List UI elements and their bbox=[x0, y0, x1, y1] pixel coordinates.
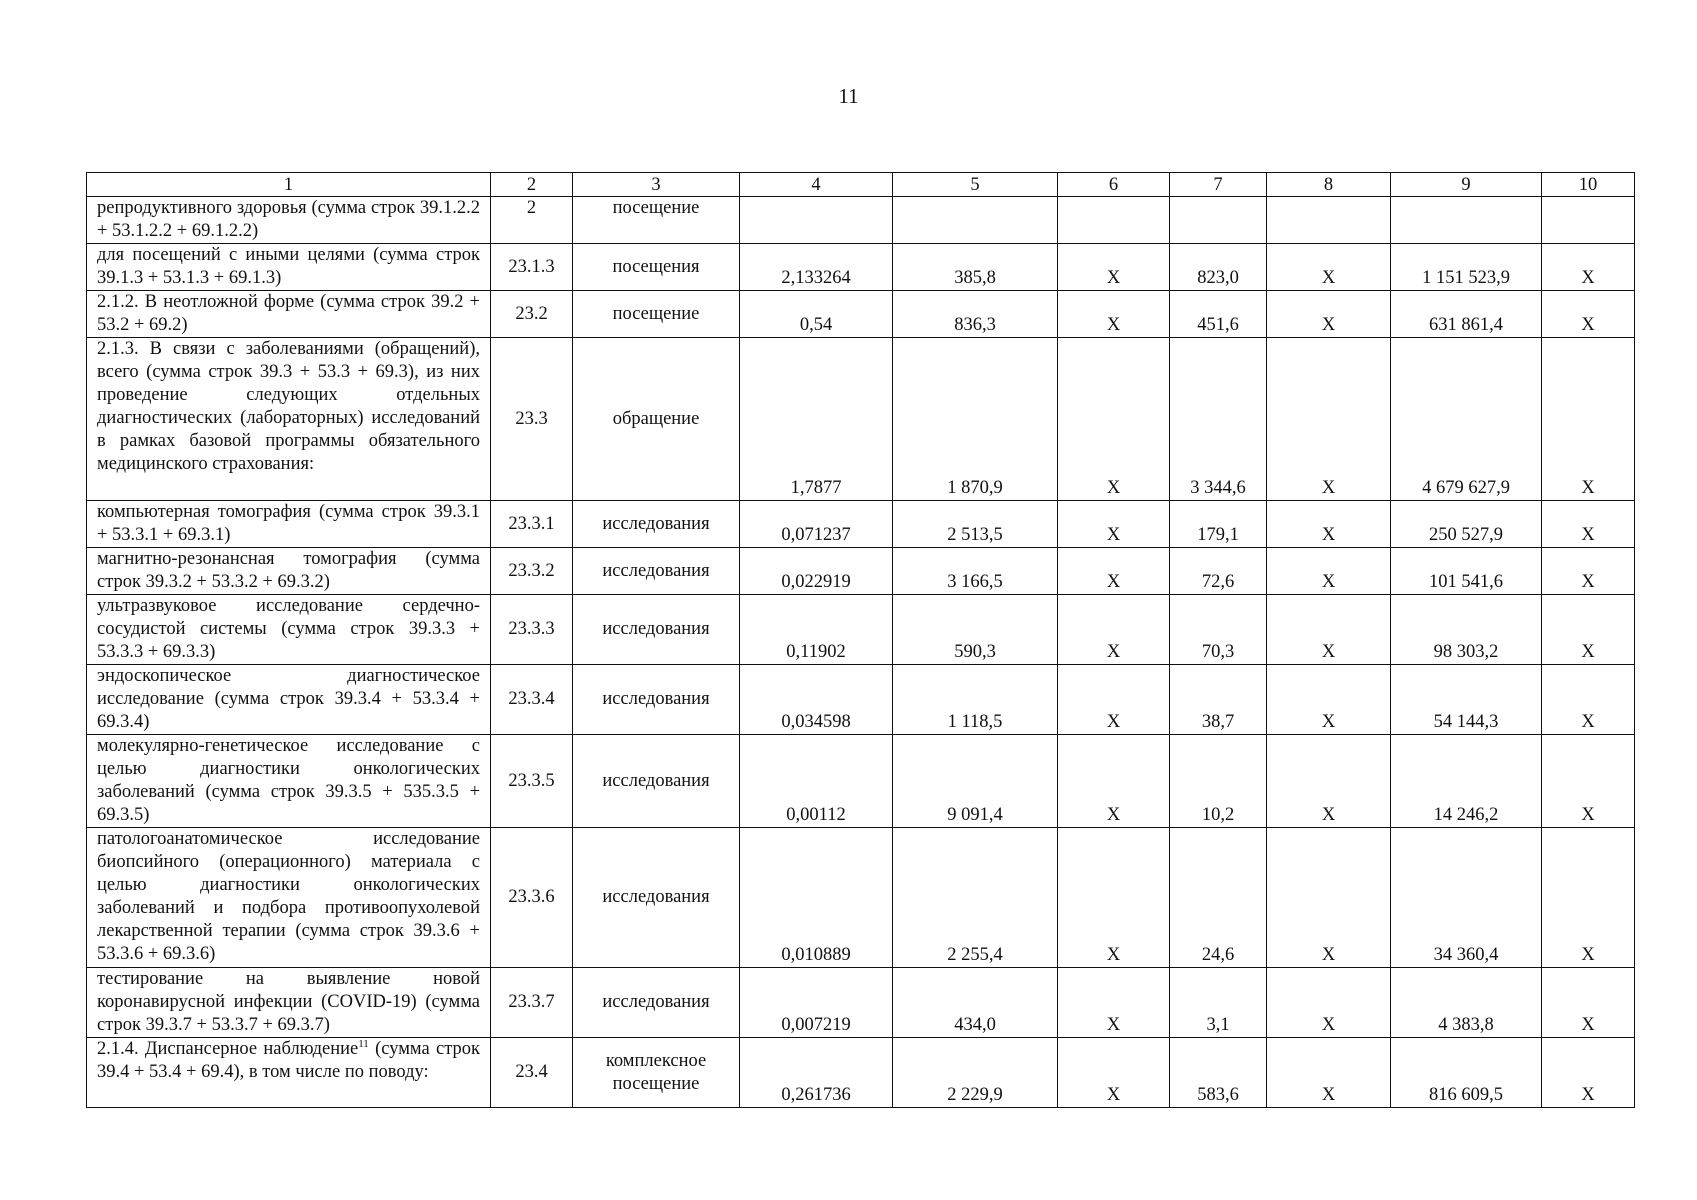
row-value-cell: 101 541,6 bbox=[1391, 548, 1542, 595]
row-value-cell bbox=[1267, 197, 1391, 244]
column-number: 7 bbox=[1170, 173, 1267, 197]
row-value-cell: Х bbox=[1267, 735, 1391, 828]
table-row bbox=[87, 197, 1635, 244]
row-value-cell: 590,3 bbox=[893, 595, 1058, 665]
table-row bbox=[87, 968, 1635, 1038]
column-number: 3 bbox=[573, 173, 740, 197]
row-name-cell bbox=[87, 968, 491, 1038]
row-value-cell: Х bbox=[1058, 338, 1170, 501]
row-unit-cell: посещение bbox=[573, 291, 740, 338]
row-value-cell bbox=[1058, 197, 1170, 244]
row-value-cell: 0,071237 bbox=[740, 501, 893, 548]
row-value-cell bbox=[1391, 197, 1542, 244]
row-value-cell: 3 166,5 bbox=[893, 548, 1058, 595]
column-number: 5 bbox=[893, 173, 1058, 197]
row-value-cell: Х bbox=[1542, 548, 1635, 595]
row-name-cell bbox=[87, 828, 491, 968]
column-number: 9 bbox=[1391, 173, 1542, 197]
row-name-text: патологоанатомическое исследование биопсийного (операционного) материала с целью диагностики онкологических заболеваний и подбора противоопухолевой лекарственной терапии (сумма строк 39.3.6 + 53.3.6 + 69.3.6) bbox=[97, 829, 480, 964]
row-name-text: 2.1.4. Диспансерное наблюдение bbox=[97, 1039, 359, 1059]
row-code-cell: 23.3.7 bbox=[491, 968, 573, 1038]
table-row bbox=[87, 338, 1635, 501]
row-value-cell: 9 091,4 bbox=[893, 735, 1058, 828]
row-value-cell: Х bbox=[1267, 244, 1391, 291]
row-name-text: эндоскопическое диагностическое исследование (сумма строк 39.3.4 + 53.3.4 + 69.3.4) bbox=[97, 666, 480, 732]
row-value-cell: 816 609,5 bbox=[1391, 1038, 1542, 1108]
row-unit-cell: исследования bbox=[573, 968, 740, 1038]
row-value-cell: 179,1 bbox=[1170, 501, 1267, 548]
row-value-cell: 0,022919 bbox=[740, 548, 893, 595]
row-name-cell bbox=[87, 501, 491, 548]
row-unit-cell: исследования bbox=[573, 501, 740, 548]
row-unit-cell: исследования bbox=[573, 595, 740, 665]
row-value-cell: 2 513,5 bbox=[893, 501, 1058, 548]
row-name-cell bbox=[87, 548, 491, 595]
row-value-cell: Х bbox=[1267, 338, 1391, 501]
row-code-cell: 23.3.4 bbox=[491, 665, 573, 735]
row-value-cell: Х bbox=[1542, 595, 1635, 665]
row-value-cell: Х bbox=[1542, 665, 1635, 735]
column-number: 10 bbox=[1542, 173, 1635, 197]
row-value-cell: 4 679 627,9 bbox=[1391, 338, 1542, 501]
row-value-cell: 10,2 bbox=[1170, 735, 1267, 828]
row-value-cell: 54 144,3 bbox=[1391, 665, 1542, 735]
row-name-text: 2.1.3. В связи с заболеваниями (обращений), всего (сумма строк 39.3 + 53.3 + 69.3), из них проведение следующих отдельных диагностических (лабораторных) исследований в рамках базовой программы обязательного медицинского страхования: bbox=[97, 339, 480, 474]
row-value-cell: Х bbox=[1542, 501, 1635, 548]
row-code-cell: 23.4 bbox=[491, 1038, 573, 1108]
row-value-cell: Х bbox=[1542, 828, 1635, 968]
row-value-cell: Х bbox=[1058, 968, 1170, 1038]
row-name-cell bbox=[87, 197, 491, 244]
row-value-cell: Х bbox=[1058, 1038, 1170, 1108]
row-value-cell: Х bbox=[1058, 501, 1170, 548]
row-name-text: магнитно-резонансная томография (сумма строк 39.3.2 + 53.3.2 + 69.3.2) bbox=[97, 549, 480, 592]
row-name-cell bbox=[87, 244, 491, 291]
row-value-cell: Х bbox=[1267, 501, 1391, 548]
footnote-mark: 11 bbox=[358, 1038, 369, 1050]
row-unit-cell: исследования bbox=[573, 665, 740, 735]
row-name-text: тестирование на выявление новой коронавирусной инфекции (COVID-19) (сумма строк 39.3.7 + 53.3.7 + 69.3.7) bbox=[97, 969, 480, 1035]
row-name-text: 2.1.2. В неотложной форме (сумма строк 39.2 + 53.2 + 69.2) bbox=[97, 292, 480, 335]
row-value-cell: 0,010889 bbox=[740, 828, 893, 968]
row-value-cell: 823,0 bbox=[1170, 244, 1267, 291]
row-value-cell: Х bbox=[1267, 548, 1391, 595]
row-value-cell: Х bbox=[1542, 1038, 1635, 1108]
row-value-cell: 2 229,9 bbox=[893, 1038, 1058, 1108]
row-value-cell: Х bbox=[1542, 291, 1635, 338]
row-value-cell: Х bbox=[1267, 968, 1391, 1038]
row-value-cell: 250 527,9 bbox=[1391, 501, 1542, 548]
row-unit-cell: исследования bbox=[573, 548, 740, 595]
row-name-text: репродуктивного здоровья (сумма строк 39.1.2.2 + 53.1.2.2 + 69.1.2.2) bbox=[97, 198, 480, 241]
row-value-cell: Х bbox=[1058, 548, 1170, 595]
row-value-cell: 3,1 bbox=[1170, 968, 1267, 1038]
row-value-cell: Х bbox=[1542, 338, 1635, 501]
column-number: 2 bbox=[491, 173, 573, 197]
table-header-row bbox=[87, 173, 1635, 197]
row-value-cell: Х bbox=[1058, 735, 1170, 828]
row-code-cell: 23.3.3 bbox=[491, 595, 573, 665]
row-value-cell: 0,261736 bbox=[740, 1038, 893, 1108]
table-row bbox=[87, 828, 1635, 968]
row-value-cell: 0,54 bbox=[740, 291, 893, 338]
page-number: 11 bbox=[838, 84, 859, 108]
row-value-cell: Х bbox=[1058, 595, 1170, 665]
row-value-cell: 34 360,4 bbox=[1391, 828, 1542, 968]
table-row bbox=[87, 1038, 1635, 1108]
row-name-text-tail: (сумма строк 39.4 + 53.4 + 69.4), в том числе по поводу: bbox=[97, 1039, 480, 1082]
table-row bbox=[87, 548, 1635, 595]
row-value-cell: 583,6 bbox=[1170, 1038, 1267, 1108]
row-value-cell bbox=[893, 197, 1058, 244]
row-value-cell bbox=[740, 197, 893, 244]
row-name-cell bbox=[87, 1038, 491, 1108]
row-value-cell: 72,6 bbox=[1170, 548, 1267, 595]
row-value-cell: Х bbox=[1058, 244, 1170, 291]
row-code-cell: 2 bbox=[491, 197, 573, 244]
row-value-cell bbox=[1170, 197, 1267, 244]
row-name-cell bbox=[87, 595, 491, 665]
table-row bbox=[87, 244, 1635, 291]
row-value-cell: 451,6 bbox=[1170, 291, 1267, 338]
column-number: 8 bbox=[1267, 173, 1391, 197]
table-row bbox=[87, 501, 1635, 548]
table-row bbox=[87, 735, 1635, 828]
column-number: 4 bbox=[740, 173, 893, 197]
row-value-cell: 0,11902 bbox=[740, 595, 893, 665]
row-value-cell: 1 870,9 bbox=[893, 338, 1058, 501]
row-value-cell: 1,7877 bbox=[740, 338, 893, 501]
row-code-cell: 23.3.2 bbox=[491, 548, 573, 595]
row-value-cell: Х bbox=[1267, 291, 1391, 338]
row-value-cell: 2 255,4 bbox=[893, 828, 1058, 968]
table-row bbox=[87, 291, 1635, 338]
row-unit-cell: посещения bbox=[573, 244, 740, 291]
row-value-cell: 631 861,4 bbox=[1391, 291, 1542, 338]
row-name-text: для посещений с иными целями (сумма строк 39.1.3 + 53.1.3 + 69.1.3) bbox=[97, 245, 480, 288]
row-value-cell: 2,133264 bbox=[740, 244, 893, 291]
row-value-cell: Х bbox=[1267, 828, 1391, 968]
table-row bbox=[87, 665, 1635, 735]
row-value-cell: 3 344,6 bbox=[1170, 338, 1267, 501]
row-name-cell bbox=[87, 735, 491, 828]
row-value-cell: 1 118,5 bbox=[893, 665, 1058, 735]
row-unit-cell: посещение bbox=[573, 197, 740, 244]
row-name-text: ультразвуковое исследование сердечно-сосудистой системы (сумма строк 39.3.3 + 53.3.3 + 69.3.3) bbox=[97, 596, 480, 662]
row-value-cell: 836,3 bbox=[893, 291, 1058, 338]
row-name-cell bbox=[87, 338, 491, 501]
row-value-cell: Х bbox=[1058, 828, 1170, 968]
tariff-table bbox=[86, 172, 1635, 1108]
row-value-cell: 0,034598 bbox=[740, 665, 893, 735]
row-value-cell: 4 383,8 bbox=[1391, 968, 1542, 1038]
row-code-cell: 23.3.6 bbox=[491, 828, 573, 968]
row-code-cell: 23.1.3 bbox=[491, 244, 573, 291]
row-name-text: компьютерная томография (сумма строк 39.3.1 + 53.3.1 + 69.3.1) bbox=[97, 502, 480, 545]
row-value-cell: Х bbox=[1058, 291, 1170, 338]
row-value-cell: 38,7 bbox=[1170, 665, 1267, 735]
row-value-cell: 0,007219 bbox=[740, 968, 893, 1038]
row-name-cell bbox=[87, 665, 491, 735]
row-value-cell: Х bbox=[1058, 665, 1170, 735]
row-value-cell: Х bbox=[1267, 595, 1391, 665]
row-name-text: молекулярно-генетическое исследование с целью диагностики онкологических заболеваний (сумма строк 39.3.5 + 535.3.5 + 69.3.5) bbox=[97, 736, 480, 825]
row-code-cell: 23.3 bbox=[491, 338, 573, 501]
row-value-cell: 434,0 bbox=[893, 968, 1058, 1038]
row-value-cell: Х bbox=[1542, 244, 1635, 291]
row-value-cell: 385,8 bbox=[893, 244, 1058, 291]
row-value-cell: 14 246,2 bbox=[1391, 735, 1542, 828]
row-value-cell: Х bbox=[1542, 968, 1635, 1038]
row-value-cell: 24,6 bbox=[1170, 828, 1267, 968]
row-value-cell: 70,3 bbox=[1170, 595, 1267, 665]
row-value-cell: Х bbox=[1542, 735, 1635, 828]
row-value-cell: Х bbox=[1267, 665, 1391, 735]
row-value-cell: 98 303,2 bbox=[1391, 595, 1542, 665]
row-unit-cell: обращение bbox=[573, 338, 740, 501]
row-value-cell: Х bbox=[1267, 1038, 1391, 1108]
row-name-cell bbox=[87, 291, 491, 338]
row-code-cell: 23.3.5 bbox=[491, 735, 573, 828]
column-number: 6 bbox=[1058, 173, 1170, 197]
row-value-cell: 0,00112 bbox=[740, 735, 893, 828]
table-row bbox=[87, 595, 1635, 665]
row-value-cell: 1 151 523,9 bbox=[1391, 244, 1542, 291]
row-unit-cell: комплексное посещение bbox=[573, 1038, 740, 1108]
row-value-cell bbox=[1542, 197, 1635, 244]
column-number: 1 bbox=[87, 173, 491, 197]
row-code-cell: 23.2 bbox=[491, 291, 573, 338]
row-unit-cell: исследования bbox=[573, 735, 740, 828]
row-unit-cell: исследования bbox=[573, 828, 740, 968]
row-code-cell: 23.3.1 bbox=[491, 501, 573, 548]
